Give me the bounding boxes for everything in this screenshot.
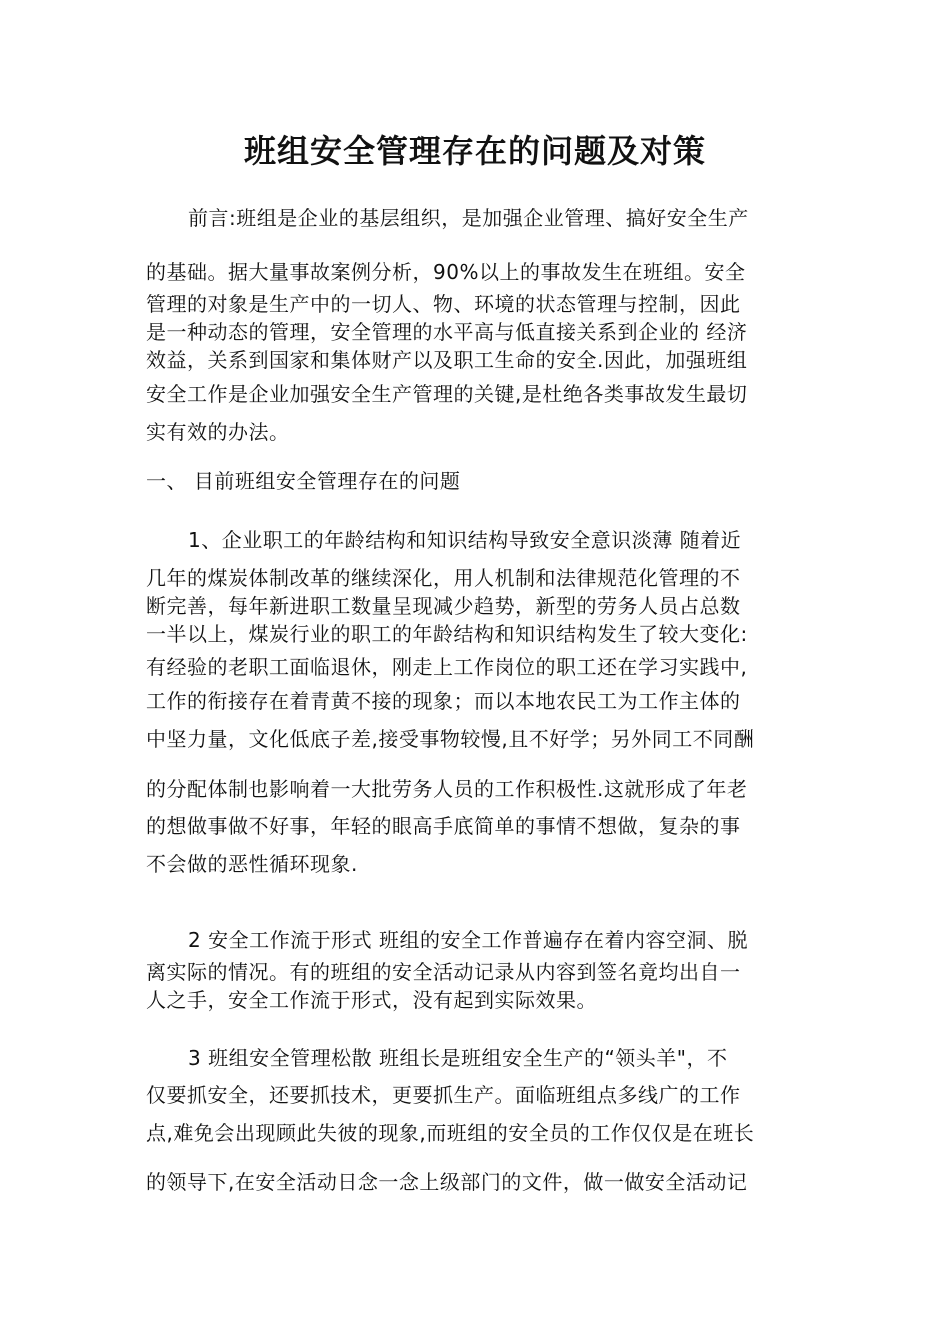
text-line: 几年的煤炭体制改革的继续深化，用人机制和法律规范化管理的不 <box>146 566 741 590</box>
text-line: 2 安全工作流于形式 班组的安全工作普遍存在着内容空洞、脱 <box>188 928 748 952</box>
text-line: 3 班组安全管理松散 班组长是班组安全生产的“领头羊"，不 <box>188 1046 728 1070</box>
text-line: 不会做的恶性循环现象. <box>146 852 358 876</box>
section-heading: 一、 目前班组安全管理存在的问题 <box>146 469 461 493</box>
text-line: 的领导下,在安全活动日念一念上级部门的文件，做一做安全活动记 <box>146 1170 748 1194</box>
text-line: 中坚力量，文化低底子差,接受事物较慢,且不好学；另外同工不同酬 <box>146 727 755 751</box>
text-line: 的分配体制也影响着一大批劳务人员的工作积极性.这就形成了年老 <box>146 777 748 801</box>
text-line: 一半以上，煤炭行业的职工的年龄结构和知识结构发生了较大变化: <box>146 622 748 646</box>
text-line: 仅要抓安全，还要抓技术，更要抓生产。面临班组点多线广的工作 <box>146 1083 741 1107</box>
text-line: 人之手，安全工作流于形式，没有起到实际效果。 <box>146 988 597 1012</box>
text-line: 前言:班组是企业的基层组织，是加强企业管理、搞好安全生产 <box>188 206 749 230</box>
text-line: 离实际的情况。有的班组的安全活动记录从内容到签名竟均出自一 <box>146 960 741 984</box>
text-line: 是一种动态的管理，安全管理的水平高与低直接关系到企业的 经济 <box>146 320 748 344</box>
text-line: 效益，关系到国家和集体财产以及职工生命的安全.因此，加强班组 <box>146 348 748 372</box>
text-line: 的基础。据大量事故案例分析，90%以上的事故发生在班组。安全 <box>146 260 746 284</box>
text-line: 安全工作是企业加强安全生产管理的关键,是杜绝各类事故发生最切 <box>146 382 748 406</box>
text-line: 点,难免会出现顾此失彼的现象,而班组的安全员的工作仅仅是在班长 <box>146 1121 755 1145</box>
text-line: 工作的衔接存在着青黄不接的现象；而以本地农民工为工作主体的 <box>146 689 741 713</box>
text-line: 的想做事做不好事，年轻的眼高手底简单的事情不想做，复杂的事 <box>146 814 741 838</box>
text-line: 实有效的办法。 <box>146 420 290 444</box>
text-line: 有经验的老职工面临退休，刚走上工作岗位的职工还在学习实践中, <box>146 655 748 679</box>
text-line: 1、企业职工的年龄结构和知识结构导致安全意识淡薄 随着近 <box>188 528 742 552</box>
document-title: 班组安全管理存在的问题及对策 <box>243 132 706 170</box>
text-line: 管理的对象是生产中的一切人、物、环境的状态管理与控制，因此 <box>146 292 741 316</box>
text-line: 断完善，每年新进职工数量呈现减少趋势，新型的劳务人员占总数 <box>146 594 741 618</box>
